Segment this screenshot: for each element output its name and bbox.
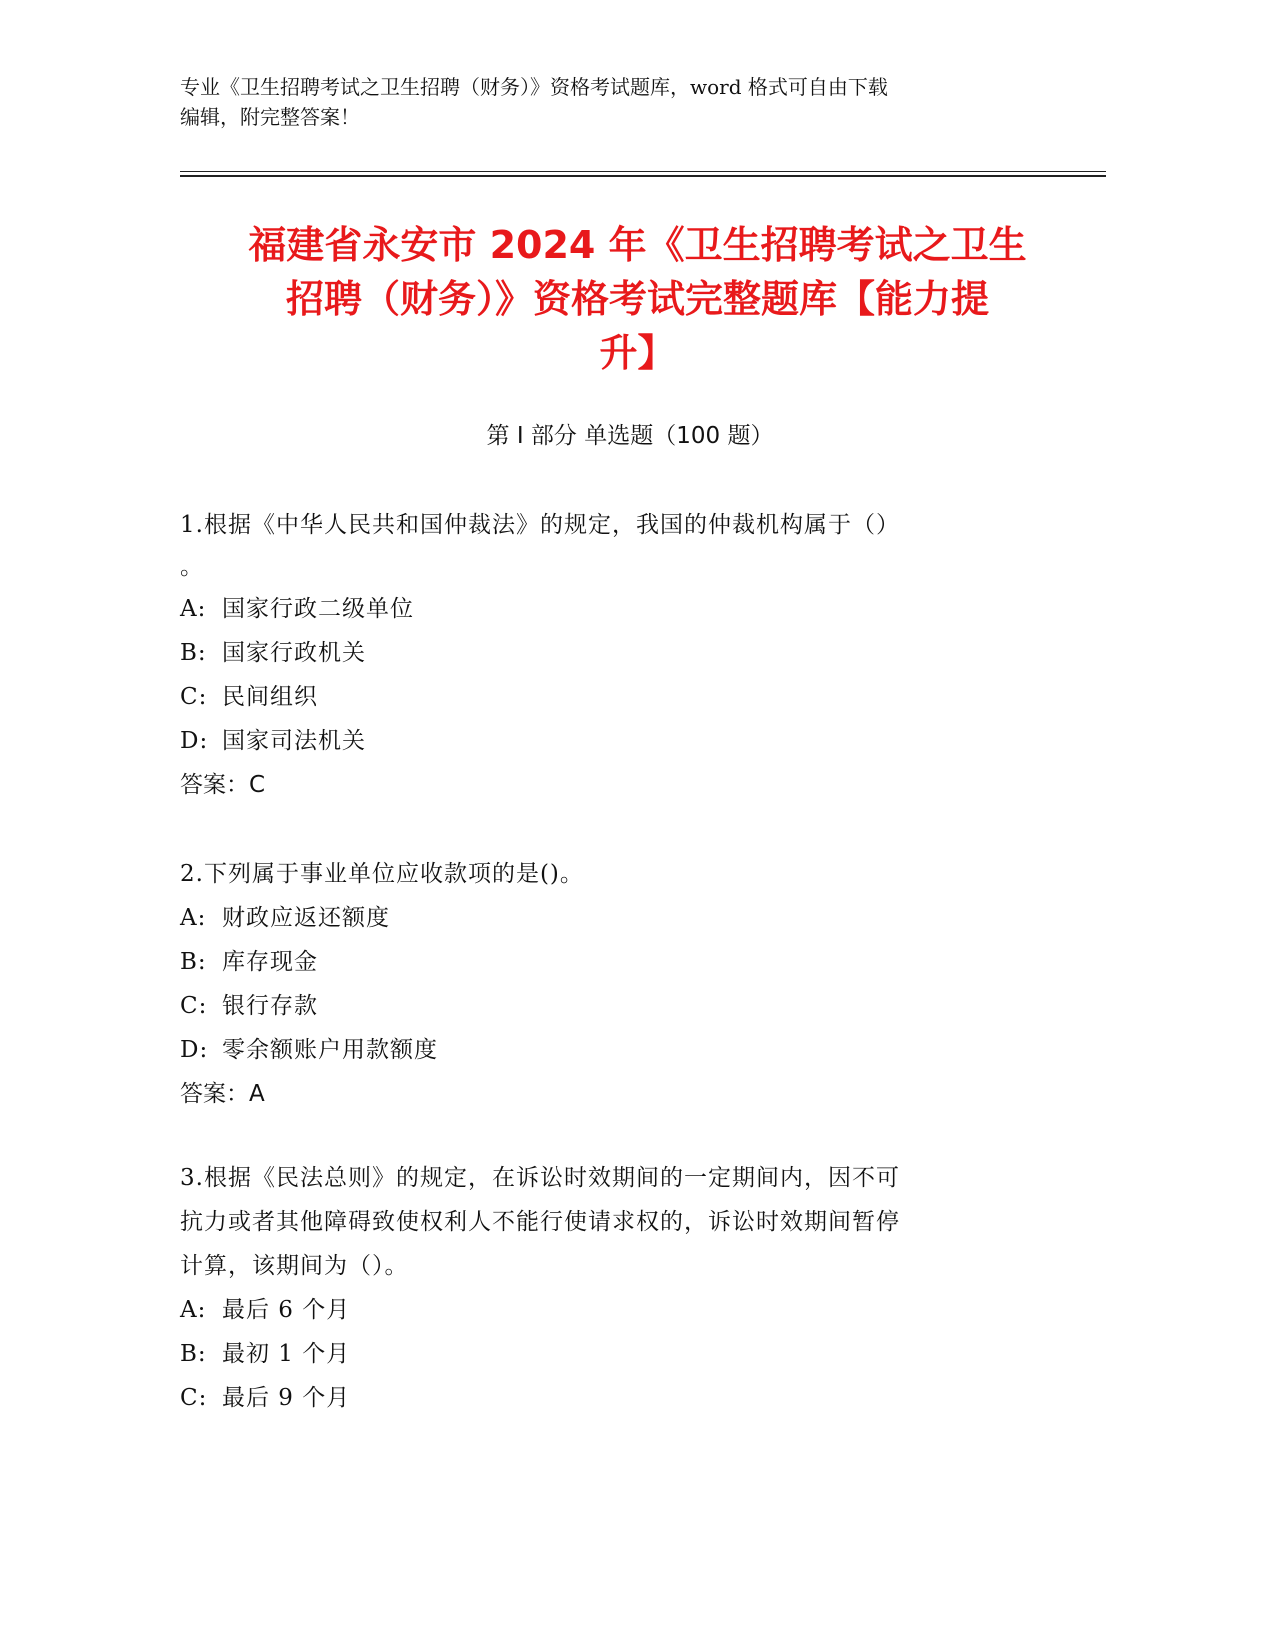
title-line: 招聘（财务）》资格考试完整题库【能力提 [285,277,989,321]
option-b [180,1332,1080,1376]
question-stem-line: 抗力或者其他障碍致使权利人不能行使请求权的，诉讼时效期间暂停 [180,1209,900,1235]
section-heading: 第 I 部分 单选题（100 题） [486,423,774,449]
option-b [180,631,1080,675]
option-text: 零余额账户用款额度 [222,1037,438,1063]
option-a [180,587,1080,631]
question-3 [180,1156,1080,1420]
document-title [160,218,1115,380]
header-note-line: 专业《卫生招聘考试之卫生招聘（财务）》资格考试题库，word 格式可自由下载 [180,75,888,99]
question-stem-line: 3.根据《民法总则》的规定，在诉讼时效期间的一定期间内，因不可 [180,1165,900,1191]
option-b [180,940,1080,984]
question-2 [180,852,1080,1116]
answer-label: 答案：A [180,1081,265,1107]
option-a [180,896,1080,940]
option-letter: A: [180,1297,207,1323]
title-line: 福建省永安市 2024 年《卫生招聘考试之卫生 [248,223,1027,267]
header-note-line: 编辑，附完整答案！ [180,105,360,129]
option-d [180,1028,1080,1072]
option-text: 国家行政二级单位 [222,596,414,622]
option-text: 财政应返还额度 [222,905,390,931]
option-letter: B: [180,949,207,975]
option-c [180,1376,1080,1420]
question-stem-line: 1.根据《中华人民共和国仲裁法》的规定，我国的仲裁机构属于（） [180,512,900,538]
option-letter: C: [180,684,208,710]
option-letter: A: [180,596,207,622]
option-letter: C: [180,1385,208,1411]
question-stem-line: 。 [180,554,204,580]
option-text: 最初 1 个月 [222,1341,351,1367]
header-divider-thin [180,171,1106,172]
option-text: 银行存款 [222,993,318,1019]
option-a [180,1288,1080,1332]
option-d [180,719,1080,763]
question-stem-line: 计算，该期间为（）。 [180,1253,409,1279]
option-letter: C: [180,993,208,1019]
option-c [180,675,1080,719]
option-text: 国家行政机关 [222,640,366,666]
question-1 [180,503,1080,807]
option-text: 国家司法机关 [222,728,366,754]
answer-label: 答案：C [180,772,266,798]
option-letter: D: [180,1037,209,1063]
option-text: 最后 9 个月 [222,1385,351,1411]
option-letter: D: [180,728,209,754]
option-letter: B: [180,640,207,666]
option-text: 最后 6 个月 [222,1297,351,1323]
option-text: 民间组织 [222,684,318,710]
option-letter: A: [180,905,207,931]
header-note [180,72,1080,132]
option-text: 库存现金 [222,949,318,975]
title-line: 升】 [599,331,676,375]
question-stem-line: 2.下列属于事业单位应收款项的是()。 [180,861,584,887]
header-divider-thick [180,175,1106,177]
option-c [180,984,1080,1028]
option-letter: B: [180,1341,207,1367]
